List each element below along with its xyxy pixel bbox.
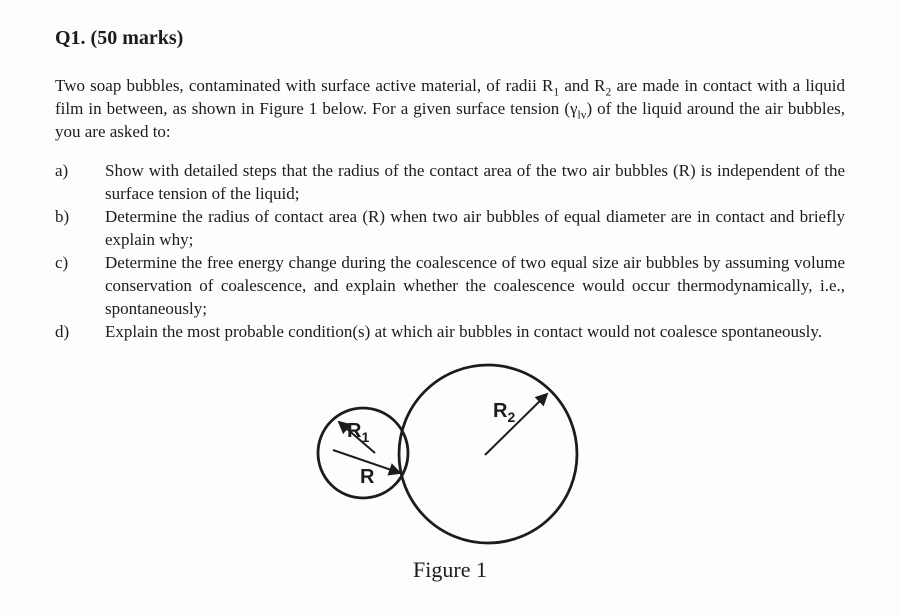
part-text: Show with detailed steps that the radius of the contact area of the two air bubbles (R) is independent of the surface tension of the liquid; [105, 161, 845, 203]
label-r2: $R_2$ [493, 400, 516, 425]
bubbles-diagram [315, 357, 585, 552]
part-label: d) [55, 322, 70, 341]
part-label: a) [55, 161, 69, 180]
bubble-2-circle [399, 365, 577, 543]
question-part-b [55, 205, 845, 251]
question-intro: Two soap bubbles, contaminated with surface active material, of radii $R_1$ and $R_2$ are made in contact with a liquid film in between, as shown in Figure 1 below. For a given surface tension $(\gamma_{lv})$ of the liquid around the air bubbles, you are asked to: [55, 76, 845, 141]
part-label: b) [55, 207, 70, 226]
question-part-d [55, 320, 845, 343]
question-parts-list [55, 159, 845, 343]
question-part-c [55, 251, 845, 320]
label-r1: $R_1$ [347, 420, 370, 445]
part-text: Explain the most probable condition(s) at which air bubbles in contact would not coalesce spontaneously. [105, 322, 822, 341]
part-label: c) [55, 253, 69, 272]
part-text: Determine the free energy change during the coalescence of two equal size air bubbles by assuming volume conservation of coalescence, and explain whether the coalescence would occur thermodynamically, i.e., spontaneously; [105, 253, 845, 318]
part-text: Determine the radius of contact area (R) when two air bubbles of equal diameter are in contact and briefly explain why; [105, 207, 845, 249]
question-part-a [55, 159, 845, 205]
question-title: Q1. (50 marks) [55, 27, 184, 49]
figure-1 [55, 357, 845, 583]
label-r-contact: R [360, 466, 375, 488]
figure-caption: Figure 1 [413, 557, 487, 582]
